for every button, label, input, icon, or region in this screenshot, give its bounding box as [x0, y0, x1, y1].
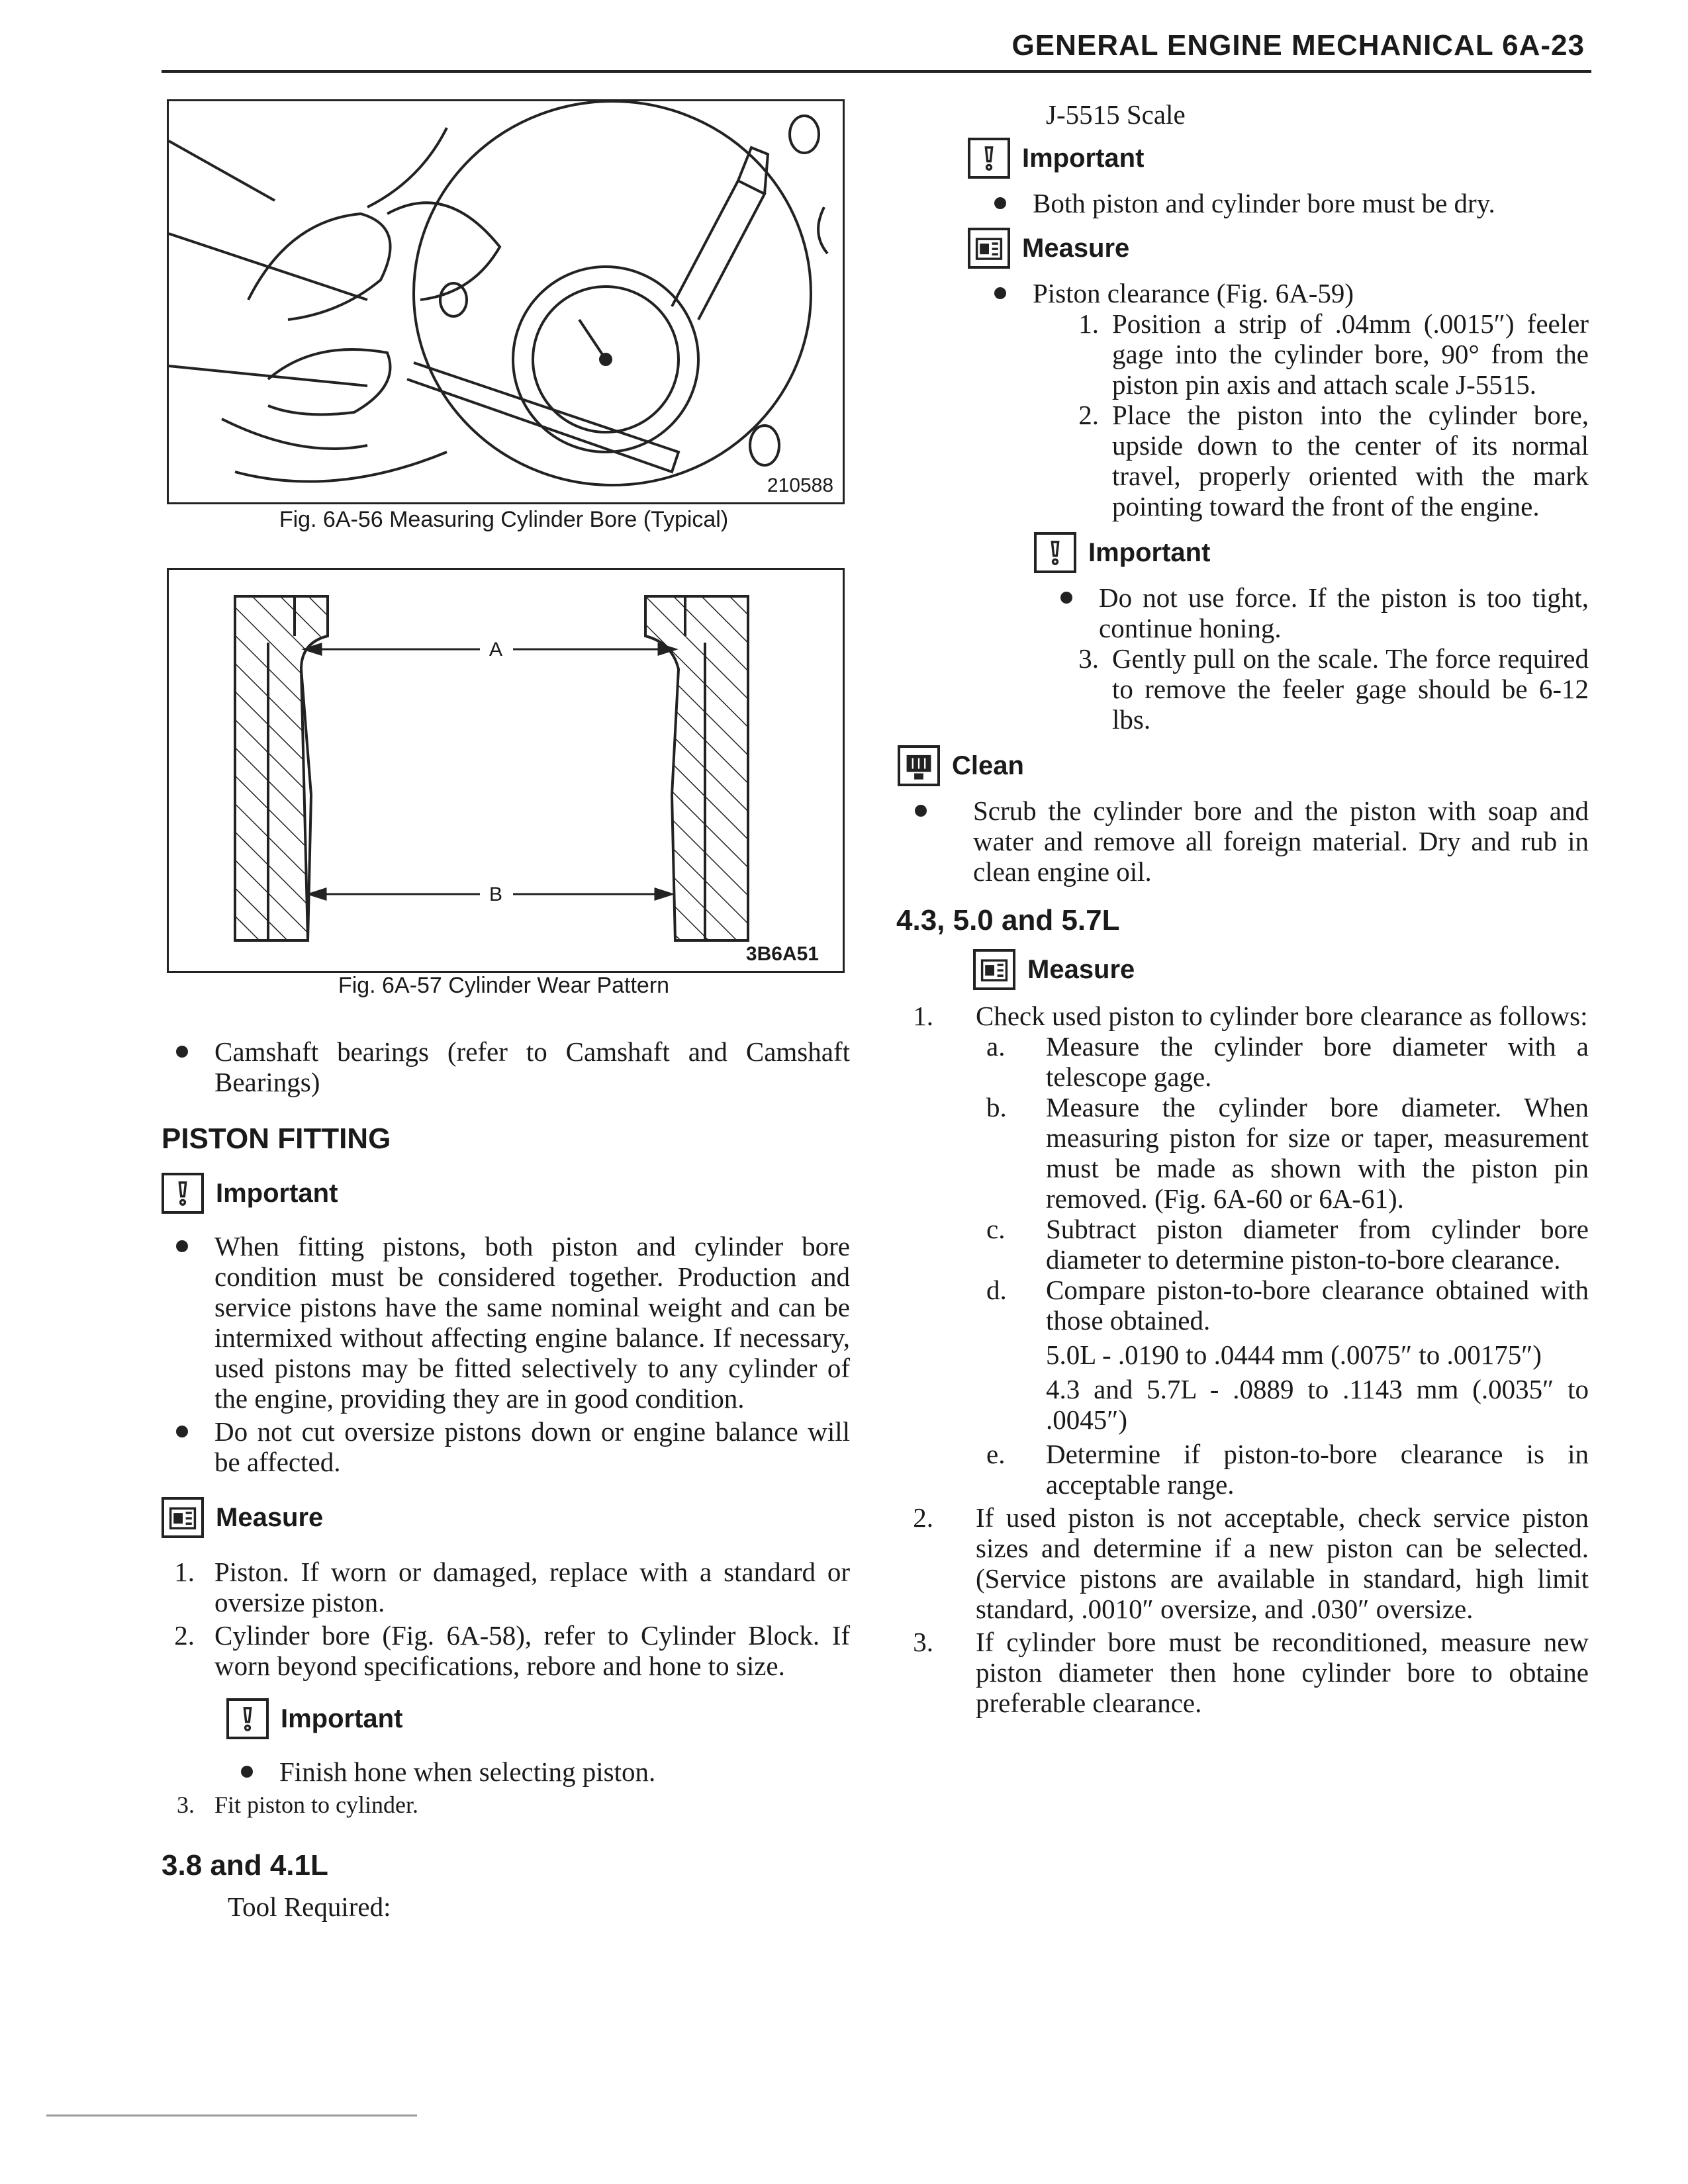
important-label	[1034, 532, 1589, 573]
item-number: 1.	[1078, 308, 1099, 339]
item-number: 1.	[174, 1557, 195, 1587]
item-text: Place the piston into the cylinder bore, upside down to the center of its normal travel, properly oriented with the mark pointing toward the front of the engine.	[1112, 400, 1589, 522]
list-item	[900, 1001, 1589, 1031]
figure-cylinder-wear-pattern	[167, 568, 845, 973]
figure-measuring-cylinder-bore	[167, 99, 845, 504]
measure-text: Measure	[216, 1503, 324, 1532]
bore-gauge-illustration	[169, 101, 843, 502]
item-text: Subtract piston diameter from cylinder bore diameter to determine piston-to-bore clearance.	[1046, 1214, 1589, 1275]
right-column	[896, 99, 1589, 1718]
list-item	[162, 1557, 850, 1617]
clean-label	[898, 745, 1589, 786]
list-item	[1046, 643, 1589, 735]
item-number: b.	[986, 1092, 1007, 1122]
list-item: Scrub the cylinder bore and the piston with soap and water and remove all foreign material. Dry and rub in clean engine oil.	[900, 796, 1589, 887]
list-item	[900, 1502, 1589, 1624]
wear-pattern-diagram	[169, 570, 843, 971]
sub-item	[900, 1275, 1589, 1336]
clean-icon	[898, 745, 940, 786]
list-item: When fitting pistons, both piston and cylinder bore condition must be considered together. Production and service pistons have the same nominal weight and can be intermixed without affecting engine balance. If necessary, used pistons may be fitted selectively to any cylinder of the engine, providing they are in good condition.	[162, 1231, 850, 1414]
section-heading: 3.8 and 4.1L	[162, 1849, 328, 1882]
section-heading: PISTON FITTING	[162, 1122, 391, 1155]
spec-value: 4.3 and 5.7L - .0889 to .1143 mm (.0035″ to .0045″)	[1046, 1374, 1589, 1435]
item-number: d.	[986, 1275, 1007, 1305]
clean-text: Clean	[952, 751, 1024, 780]
figure-number: 210588	[767, 475, 833, 496]
page-title: GENERAL ENGINE MECHANICAL 6A-23	[1011, 29, 1585, 62]
measure-label	[973, 949, 1589, 990]
sub-item	[900, 1439, 1589, 1500]
item-number: c.	[986, 1214, 1006, 1244]
important-text: Important	[216, 1179, 338, 1208]
footer-rule	[46, 2115, 417, 2116]
item-number: a.	[986, 1031, 1006, 1062]
figure-caption: Fig. 6A-56 Measuring Cylinder Bore (Typical)	[279, 507, 729, 532]
item-text: Measure the cylinder bore diameter. When measuring piston for size or taper, measurement must be made as shown with the piston pin removed. (Fig. 6A-60 or 6A-61).	[1046, 1092, 1589, 1214]
measure-icon	[968, 228, 1010, 269]
tool-required: Tool Required:	[228, 1891, 391, 1922]
item-text: If cylinder bore must be reconditioned, measure new piston diameter then hone cylinder bore to obtaine preferable clearance.	[976, 1627, 1589, 1718]
item-text: Gently pull on the scale. The force required to remove the feeler gage should be 6-12 lbs.	[1112, 643, 1589, 735]
item-number: 2.	[1078, 400, 1099, 430]
item-number: 3.	[1078, 643, 1099, 674]
spec-value: 5.0L - .0190 to .0444 mm (.0075″ to .00175″)	[1046, 1340, 1542, 1370]
item-text: Compare piston-to-bore clearance obtained with those obtained.	[1046, 1275, 1589, 1336]
measure-icon	[162, 1497, 204, 1538]
list-item: Do not cut oversize pistons down or engine balance will be affected.	[162, 1416, 850, 1477]
scale-line: J-5515 Scale	[1046, 99, 1186, 130]
list-item: Both piston and cylinder bore must be dry.	[980, 188, 1589, 218]
sub-item	[900, 1214, 1589, 1275]
important-text: Important	[1088, 538, 1211, 567]
figure-number: 3B6A51	[745, 943, 819, 965]
item-text: Cylinder bore (Fig. 6A-58), refer to Cylinder Block. If worn beyond specifications, rebore and hone to size.	[214, 1620, 850, 1681]
important-text: Important	[1022, 144, 1145, 173]
section-heading: 4.3, 5.0 and 5.7L	[896, 904, 1120, 936]
measure-label	[968, 228, 1589, 269]
exclamation-icon	[162, 1173, 204, 1214]
item-text: Piston. If worn or damaged, replace with a standard or oversize piston.	[214, 1557, 850, 1617]
figure-caption: Fig. 6A-57 Cylinder Wear Pattern	[338, 973, 670, 998]
measure-text: Measure	[1027, 955, 1135, 984]
item-text: Check used piston to cylinder bore clearance as follows:	[976, 1001, 1588, 1031]
list-item	[900, 1627, 1589, 1718]
list-item	[162, 1790, 850, 1820]
sub-item	[900, 1092, 1589, 1214]
important-text: Important	[281, 1704, 403, 1733]
item-number: e.	[986, 1439, 1006, 1469]
item-number: 2.	[174, 1620, 195, 1651]
item-number: 1.	[913, 1001, 933, 1031]
item-text: Determine if piston-to-bore clearance is in acceptable range.	[1046, 1439, 1589, 1500]
label-a: A	[489, 639, 503, 660]
measure-icon	[973, 949, 1015, 990]
list-item	[162, 1620, 850, 1681]
important-label	[162, 1173, 850, 1214]
item-number: 3.	[913, 1627, 933, 1657]
exclamation-icon	[968, 138, 1010, 179]
item-number: 2.	[913, 1502, 933, 1533]
item-text: If used piston is not acceptable, check service piston sizes and determine if a new piston can be selected. (Service pistons are available in standard, high limit standard, .0010″ oversize, and .030″ oversize.	[976, 1502, 1589, 1624]
item-text: Position a strip of .04mm (.0015″) feeler gage into the cylinder bore, 90° from the piston pin axis and attach scale J-5515.	[1112, 308, 1589, 400]
item-number: 3.	[177, 1792, 195, 1818]
label-b: B	[489, 884, 503, 905]
left-column	[162, 1036, 850, 1922]
list-item: Finish hone when selecting piston.	[226, 1756, 850, 1787]
measure-label	[162, 1497, 850, 1538]
list-item: Camshaft bearings (refer to Camshaft and Camshaft Bearings)	[162, 1036, 850, 1097]
exclamation-icon	[1034, 532, 1076, 573]
list-item	[1046, 308, 1589, 400]
sub-item	[900, 1031, 1589, 1092]
measure-text: Measure	[1022, 234, 1130, 263]
important-label	[968, 138, 1589, 179]
list-item: Do not use force. If the piston is too tight, continue honing.	[1046, 582, 1589, 643]
exclamation-icon	[226, 1698, 269, 1739]
item-text: Measure the cylinder bore diameter with a telescope gage.	[1046, 1031, 1589, 1092]
page-header	[162, 24, 1591, 73]
important-label	[226, 1698, 850, 1739]
list-item: Piston clearance (Fig. 6A-59)	[980, 278, 1589, 308]
list-item	[1046, 400, 1589, 522]
item-text: Fit piston to cylinder.	[214, 1792, 419, 1818]
